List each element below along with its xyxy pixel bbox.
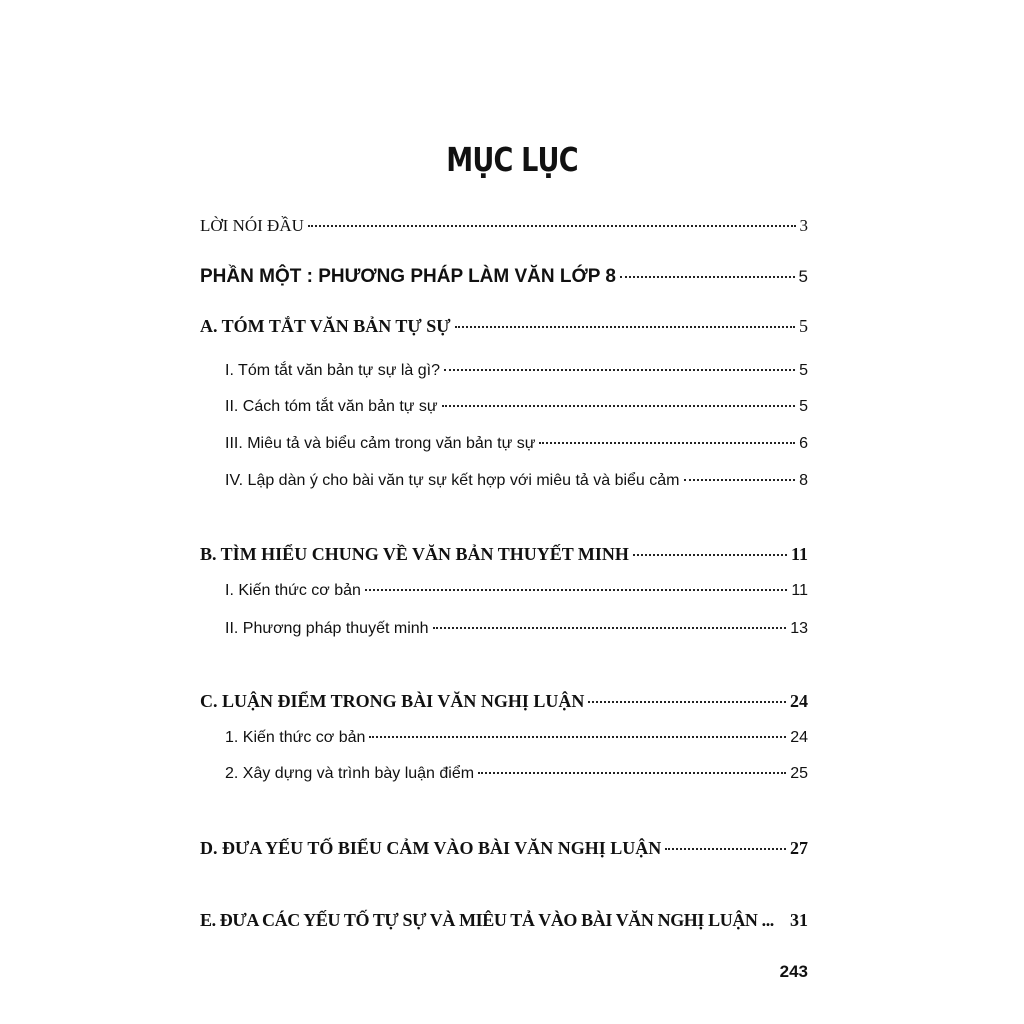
toc-entry bbox=[200, 691, 808, 712]
toc-entry-label: I. Kiến thức cơ bản bbox=[225, 582, 361, 599]
toc-entry-page: 31 bbox=[790, 910, 808, 930]
toc-entry-label: PHẦN MỘT : PHƯƠNG PHÁP LÀM VĂN LỚP 8 bbox=[200, 266, 616, 287]
toc-entry bbox=[200, 910, 808, 931]
toc-entry-label: E. ĐƯA CÁC YẾU TỐ TỰ SỰ VÀ MIÊU TẢ VÀO BÀI VĂN NGHỊ LUẬN ... bbox=[200, 910, 774, 930]
toc-entry-page: 5 bbox=[798, 267, 808, 286]
toc-entry-page: 8 bbox=[799, 472, 808, 489]
page-title: MỤC LỤC bbox=[446, 140, 578, 179]
toc-entry-label: I. Tóm tắt văn bản tự sự là gì? bbox=[225, 362, 441, 379]
toc-entry bbox=[225, 398, 808, 416]
toc-entry-label: A. TÓM TẮT VĂN BẢN TỰ SỰ bbox=[200, 316, 451, 336]
toc-entry-label: IV. Lập dàn ý cho bài văn tự sự kết hợp với miêu tả và biểu cảm bbox=[225, 472, 680, 489]
toc-entry bbox=[225, 362, 808, 380]
toc-entry-label: B. TÌM HIỂU CHUNG VỀ VĂN BẢN THUYẾT MINH bbox=[200, 544, 629, 564]
toc-entry bbox=[225, 620, 808, 638]
toc-entry-page: 3 bbox=[799, 216, 808, 235]
toc-entry-page: 24 bbox=[790, 729, 808, 746]
dot-leader bbox=[369, 736, 786, 738]
dot-leader bbox=[665, 848, 786, 850]
toc-entry-page: 5 bbox=[799, 316, 808, 336]
toc-entry bbox=[200, 216, 808, 236]
dot-leader bbox=[478, 772, 786, 774]
toc-entry bbox=[225, 472, 808, 490]
toc-entry-label: III. Miêu tả và biểu cảm trong văn bản tự sự bbox=[225, 435, 536, 452]
toc-entry bbox=[225, 435, 808, 453]
toc-entry-page: 24 bbox=[790, 691, 808, 711]
page-number: 243 bbox=[779, 962, 808, 981]
toc-entry bbox=[225, 729, 808, 747]
dot-leader bbox=[455, 326, 795, 328]
toc-entry-label: D. ĐƯA YẾU TỐ BIỂU CẢM VÀO BÀI VĂN NGHỊ LUẬN bbox=[200, 838, 662, 858]
toc-entry-label: C. LUẬN ĐIỂM TRONG BÀI VĂN NGHỊ LUẬN bbox=[200, 691, 585, 711]
toc-entry-label: 2. Xây dựng và trình bày luận điểm bbox=[225, 765, 475, 782]
toc-entry bbox=[200, 316, 808, 337]
toc-entry bbox=[200, 266, 808, 288]
toc-entry-page: 13 bbox=[790, 620, 808, 637]
toc-entry-page: 11 bbox=[791, 582, 808, 599]
toc-entry-label: II. Phương pháp thuyết minh bbox=[225, 620, 429, 637]
dot-leader bbox=[365, 589, 787, 591]
toc-entry bbox=[225, 582, 808, 600]
dot-leader bbox=[433, 627, 787, 629]
toc-entry bbox=[200, 544, 808, 565]
toc-entry-label: II. Cách tóm tắt văn bản tự sự bbox=[225, 398, 438, 415]
toc-entry-label: LỜI NÓI ĐẦU bbox=[200, 216, 304, 235]
dot-leader bbox=[539, 442, 795, 444]
dot-leader bbox=[633, 554, 787, 556]
toc-entry-label: 1. Kiến thức cơ bản bbox=[225, 729, 366, 746]
toc-entry-page: 27 bbox=[790, 838, 808, 858]
dot-leader bbox=[444, 369, 795, 371]
toc-entry-page: 5 bbox=[799, 398, 808, 415]
toc-entry bbox=[225, 765, 808, 783]
dot-leader bbox=[620, 276, 795, 278]
toc-entry-page: 5 bbox=[799, 362, 808, 379]
dot-leader bbox=[684, 479, 796, 481]
dot-leader bbox=[588, 701, 786, 703]
toc-entry-page: 11 bbox=[790, 544, 808, 564]
toc-entry bbox=[200, 838, 808, 859]
dot-leader bbox=[442, 405, 795, 407]
toc-entry-page: 25 bbox=[790, 765, 808, 782]
dot-leader bbox=[308, 225, 796, 227]
toc-entry-page: 6 bbox=[799, 435, 808, 452]
